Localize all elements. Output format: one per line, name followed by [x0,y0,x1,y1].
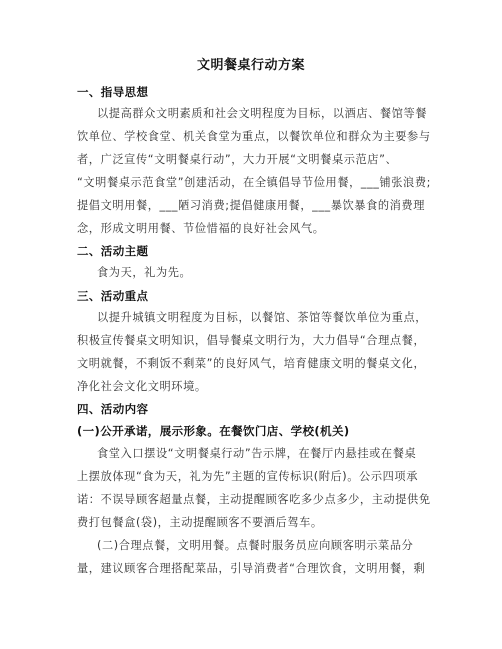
paragraph-line: 者，广泛宣传“文明餐桌行动”，大力开展“文明餐桌示范店”、 [77,153,398,166]
section-heading-content: 四、活动内容 [77,402,149,416]
paragraph-line: (二)合理点餐，文明用餐。点餐时服务员应向顾客明示菜品分 [97,539,414,552]
paragraph-line: 文明就餐，不剩饭不剩菜”的良好风气，培育健康文明的餐桌文化， [77,357,426,370]
paragraph-line: 净化社会文化文明环境。 [77,380,207,393]
section-heading-focus: 三、活动重点 [77,289,149,303]
document-title: 文明餐桌行动方案 [196,58,305,73]
paragraph-line: 以提升城镇文明程度为目标，以餐馆、茶馆等餐饮单位为重点， [97,311,428,324]
paragraph-line: 食为天，礼为先。 [97,266,192,279]
section-heading-theme: 二、活动主题 [77,244,149,258]
paragraph-line: 积极宣传餐桌文明知识，倡导餐桌文明行为，大力倡导“合理点餐， [77,334,426,347]
paragraph-line: 提倡文明用餐，___陋习消费;提倡健康用餐，___暴饮暴食的消费理 [77,199,426,212]
paragraph-line: 诺：不误导顾客超量点餐，主动提醒顾客吃多少点多少，主动提供免 [77,493,431,506]
paragraph-line: 食堂入口摆设“文明餐桌行动”告示牌，在餐厅内悬挂或在餐桌 [97,447,417,460]
section-heading-guiding-ideology: 一、指导思想 [77,85,149,99]
paragraph-line: 上摆放体现“食为天，礼为先”主题的宣传标识(附后)。公示四项承 [77,470,418,483]
subsection-heading: (一)公开承诺，展示形象。在餐饮门店、学校(机关) [77,424,350,438]
paragraph-line: “文明餐桌示范食堂”创建活动，在全镇倡导节俭用餐，___铺张浪费; [77,176,432,189]
paragraph-line: 念，形成文明用餐、节俭惜福的良好社会风气。 [77,222,325,235]
paragraph-line: 饮单位、学校食堂、机关食堂为重点，以餐饮单位和群众为主要参与 [77,130,431,143]
paragraph-line: 费打包餐盒(袋)，主动提醒顾客不要酒后驾车。 [77,516,323,529]
paragraph-line: 以提高群众文明素质和社会文明程度为目标，以酒店、餐馆等餐 [97,107,428,120]
paragraph-line: 量，建议顾客合理搭配菜品，引导消费者“合理饮食，文明用餐，剩 [77,562,426,575]
